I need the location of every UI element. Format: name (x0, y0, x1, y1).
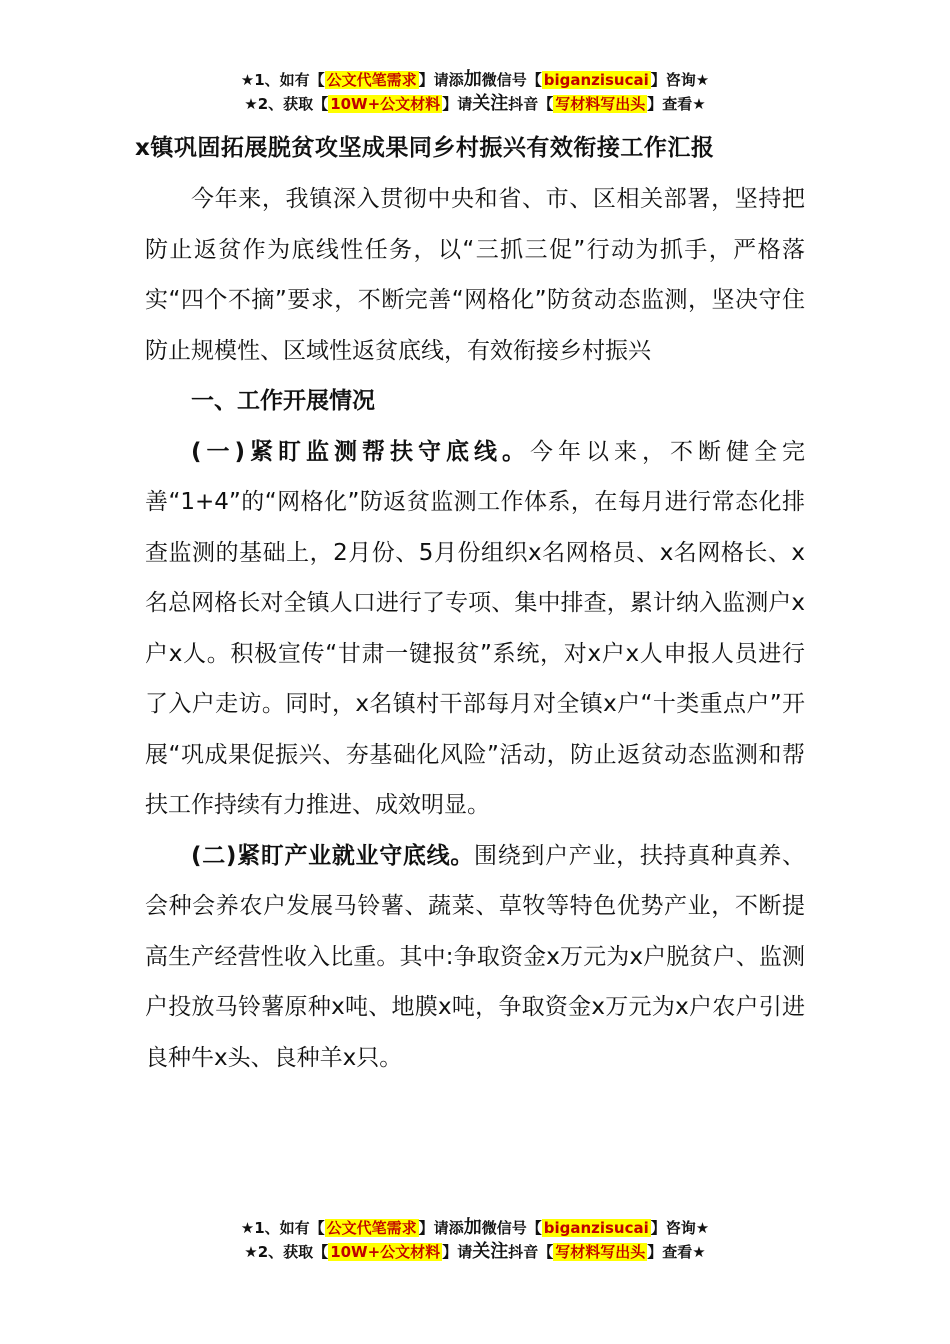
promo-highlight: 10W+公文材料 (330, 1243, 441, 1261)
promo-douyin-id: 写材料写出头 (555, 1243, 646, 1261)
promo-highlight: 10W+公文材料 (330, 95, 441, 113)
item-paragraph-2 (145, 831, 805, 1084)
promo-line-2: ★2、获取【 10W+公文材料 】请关注抖音【 写材料写出头 】查看★ (244, 1241, 706, 1262)
intro-paragraph: 今年来，我镇深入贯彻中央和省、市、区相关部署，坚持把防止返贫作为底线性任务，以“三抓三促”行动为抓手，严格落实“四个不摘”要求，不断完善“网格化”防贫动态监测，坚决守住防止规模性、区域性返贫底线，有效衔接乡村振兴 (145, 186, 805, 364)
document-title: x镇巩固拓展脱贫攻坚成果同乡村振兴有效衔接工作汇报 (135, 135, 715, 161)
item-paragraph-1 (145, 427, 805, 831)
item-lead: (一)紧盯监测帮扶守底线。 (191, 438, 531, 465)
promo-line-1: ★1、如有【 公文代笔需求 】请添加微信号【 biganzisucai 】咨询★ (240, 1217, 710, 1238)
promo-highlight: 公文代笔需求 (326, 1219, 417, 1237)
promo-line-2: ★2、获取【 10W+公文材料 】请关注抖音【 写材料写出头 】查看★ (244, 93, 706, 114)
promo-wechat-id: biganzisucai (543, 71, 649, 89)
item-body: 今年以来，不断健全完善“1+4”的“网格化”防返贫监测工作体系，在每月进行常态化排查监测的基础上，2月份、5月份组织x名网格员、x名网格长、x名总网格长对全镇人口进行了专项、集中排查，累计纳入监测户x户x人。积极宣传“甘肃一键报贫”系统，对x户x人申报人员进行了入户走访。同时，x名镇村干部每月对全镇x户“十类重点户”开展“巩成果促振兴、夯基础化风险”活动，防止返贫动态监测和帮扶工作持续有力推进、成效明显。 (145, 438, 806, 818)
promo-banner-top (0, 68, 950, 116)
promo-banner-bottom (0, 1216, 950, 1264)
promo-line-1: ★1、如有【 公文代笔需求 】请添加微信号【 biganzisucai 】咨询★ (240, 69, 710, 90)
promo-wechat-id: biganzisucai (543, 1219, 649, 1237)
item-lead: (二)紧盯产业就业守底线。 (191, 842, 475, 869)
promo-highlight: 公文代笔需求 (326, 71, 417, 89)
promo-douyin-id: 写材料写出头 (555, 95, 646, 113)
document-body (135, 128, 806, 1083)
item-body: 围绕到户产业，扶持真种真养、会种会养农户发展马铃薯、蔬菜、草牧等特色优势产业，不断提高生产经营性收入比重。其中:争取资金x万元为x户脱贫户、监测户投放马铃薯原种x吨、地膜x吨，争取资金x万元为x户农户引进良种牛x头、良种羊x只。 (145, 842, 806, 1071)
section-heading: 一、工作开展情况 (191, 388, 375, 414)
